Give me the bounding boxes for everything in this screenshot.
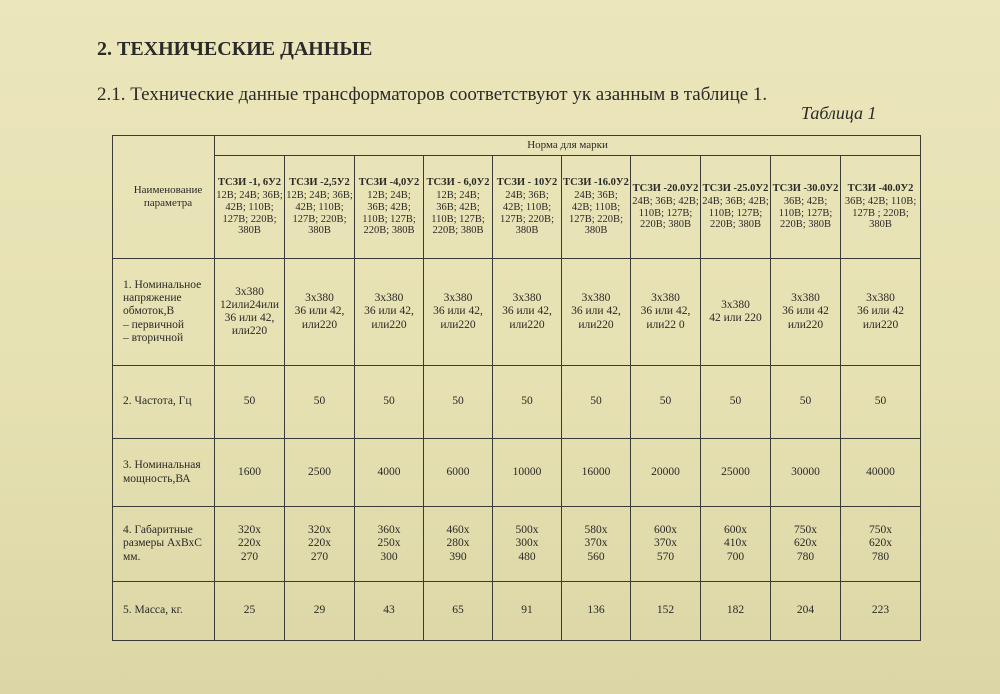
grade-header-cell xyxy=(493,156,562,259)
section-heading: 2. ТЕХНИЧЕСКИЕ ДАННЫЕ xyxy=(97,38,373,60)
value-cell: 3х380 36 или 42, или220 xyxy=(493,259,562,366)
value-cell: 30000 xyxy=(771,439,841,507)
table-row xyxy=(113,439,921,507)
grade-header-cell xyxy=(355,156,424,259)
value-cell: 3х380 42 или 220 xyxy=(701,259,771,366)
value-cell: 3х380 36 или 42 или220 xyxy=(841,259,921,366)
grade-voltages: 24В; 36В; 42В; 110В; 127В; 220В; 380В xyxy=(632,195,699,231)
grade-voltages: 24В; 36В; 42В; 110В; 127В; 220В; 380В xyxy=(569,190,623,237)
grade-voltages: 12В; 24В; 36В; 42В; 110В; 127В; 220В; 380В xyxy=(431,190,485,237)
value-cell: 3х380 36 или 42, или220 xyxy=(424,259,493,366)
value-cell: 10000 xyxy=(493,439,562,507)
value-cell: 50 xyxy=(424,366,493,439)
grade-code: ТСЗИ -4,0У2 xyxy=(358,176,420,188)
value-cell: 50 xyxy=(701,366,771,439)
intro-paragraph: 2.1. Технические данные трансформаторов соответствуют ук азанным в таблице 1. xyxy=(97,84,768,105)
value-cell: 29 xyxy=(285,582,355,641)
grade-voltages: 12В; 24В; 36В; 42В; 110В; 127В; 220В; 380В xyxy=(286,190,353,237)
value-cell: 6000 xyxy=(424,439,493,507)
value-cell: 223 xyxy=(841,582,921,641)
value-cell: 50 xyxy=(562,366,631,439)
grade-voltages: 36В; 42В; 110В; 127В; 220В; 380В xyxy=(778,195,833,231)
value-cell: 16000 xyxy=(562,439,631,507)
value-cell: 182 xyxy=(701,582,771,641)
value-cell: 1600 xyxy=(215,439,285,507)
grade-header-cell xyxy=(562,156,631,259)
grade-code: ТСЗИ -16.0У2 xyxy=(563,176,629,188)
value-cell: 3х380 12или24или 36 или 42, или220 xyxy=(215,259,285,366)
grade-voltages: 24В; 36В; 42В; 110В; 127В; 220В; 380В xyxy=(500,190,554,237)
value-cell: 25000 xyxy=(701,439,771,507)
grade-code: ТСЗИ -30.0У2 xyxy=(772,182,839,194)
value-cell: 3х380 36 или 42 или220 xyxy=(771,259,841,366)
value-cell: 43 xyxy=(355,582,424,641)
param-name-cell: 3. Номинальная мощность,ВА xyxy=(113,439,215,507)
param-name-cell: 5. Масса, кг. xyxy=(113,582,215,641)
value-cell: 25 xyxy=(215,582,285,641)
param-name-cell: 1. Номинальное напряжение обмоток,В – первичной – вторичной xyxy=(113,259,215,366)
value-cell: 204 xyxy=(771,582,841,641)
grade-voltages: 24В; 36В; 42В; 110В; 127В; 220В; 380В xyxy=(702,195,769,231)
value-cell: 2500 xyxy=(285,439,355,507)
value-cell: 20000 xyxy=(631,439,701,507)
value-cell: 3х380 36 или 42, или220 xyxy=(355,259,424,366)
value-cell: 580х 370х 560 xyxy=(562,507,631,582)
grade-code: ТСЗИ -2,5У2 xyxy=(289,176,350,188)
value-cell: 40000 xyxy=(841,439,921,507)
value-cell: 750х 620х 780 xyxy=(771,507,841,582)
grade-code: ТСЗИ -40.0У2 xyxy=(847,182,914,194)
value-cell: 50 xyxy=(841,366,921,439)
value-cell: 152 xyxy=(631,582,701,641)
value-cell: 500х 300х 480 xyxy=(493,507,562,582)
value-cell: 3х380 36 или 42, или220 xyxy=(562,259,631,366)
grade-voltages: 12В; 24В; 36В; 42В; 110В; 127В; 220В; 380В xyxy=(362,190,416,237)
value-cell: 136 xyxy=(562,582,631,641)
table-row xyxy=(113,366,921,439)
table-row xyxy=(113,259,921,366)
value-cell: 65 xyxy=(424,582,493,641)
grade-header-row xyxy=(113,156,921,259)
grade-header-cell xyxy=(285,156,355,259)
param-header-cell: Наименование параметра xyxy=(113,136,215,259)
value-cell: 3х380 36 или 42, или220 xyxy=(285,259,355,366)
value-cell: 50 xyxy=(493,366,562,439)
technical-data-table xyxy=(112,135,921,641)
param-name-cell: 2. Частота, Гц xyxy=(113,366,215,439)
value-cell: 3х380 36 или 42, или22 0 xyxy=(631,259,701,366)
value-cell: 50 xyxy=(631,366,701,439)
grade-header-cell xyxy=(424,156,493,259)
grade-header-cell xyxy=(701,156,771,259)
grade-code: ТСЗИ -25.0У2 xyxy=(702,182,769,194)
table-row xyxy=(113,582,921,641)
grade-header-cell xyxy=(841,156,921,259)
table-caption: Таблица 1 xyxy=(801,103,877,123)
grade-code: ТСЗИ -20.0У2 xyxy=(632,182,699,194)
grade-header-cell xyxy=(631,156,701,259)
value-cell: 50 xyxy=(285,366,355,439)
value-cell: 750х 620х 780 xyxy=(841,507,921,582)
value-cell: 600х 410х 700 xyxy=(701,507,771,582)
value-cell: 460х 280х 390 xyxy=(424,507,493,582)
grade-header-cell xyxy=(215,156,285,259)
value-cell: 600х 370х 570 xyxy=(631,507,701,582)
grade-header-cell xyxy=(771,156,841,259)
value-cell: 50 xyxy=(771,366,841,439)
value-cell: 50 xyxy=(215,366,285,439)
grade-voltages: 36В; 42В; 110В; 127В ; 220В; 380В xyxy=(844,195,917,231)
grade-code: ТСЗИ - 6,0У2 xyxy=(426,176,490,188)
value-cell: 360х 250х 300 xyxy=(355,507,424,582)
grade-voltages: 12В; 24В; 36В; 42В; 110В; 127В; 220В; 380В xyxy=(216,190,283,237)
value-cell: 4000 xyxy=(355,439,424,507)
grade-code: ТСЗИ -1, 6У2 xyxy=(217,176,282,188)
value-cell: 50 xyxy=(355,366,424,439)
value-cell: 91 xyxy=(493,582,562,641)
table-row xyxy=(113,507,921,582)
norm-header-cell: Норма для марки xyxy=(215,136,921,156)
param-name-cell: 4. Габаритные размеры АхВхС мм. xyxy=(113,507,215,582)
value-cell: 320х 220х 270 xyxy=(285,507,355,582)
grade-code: ТСЗИ - 10У2 xyxy=(496,176,558,188)
norm-header-row xyxy=(113,136,921,156)
value-cell: 320х 220х 270 xyxy=(215,507,285,582)
